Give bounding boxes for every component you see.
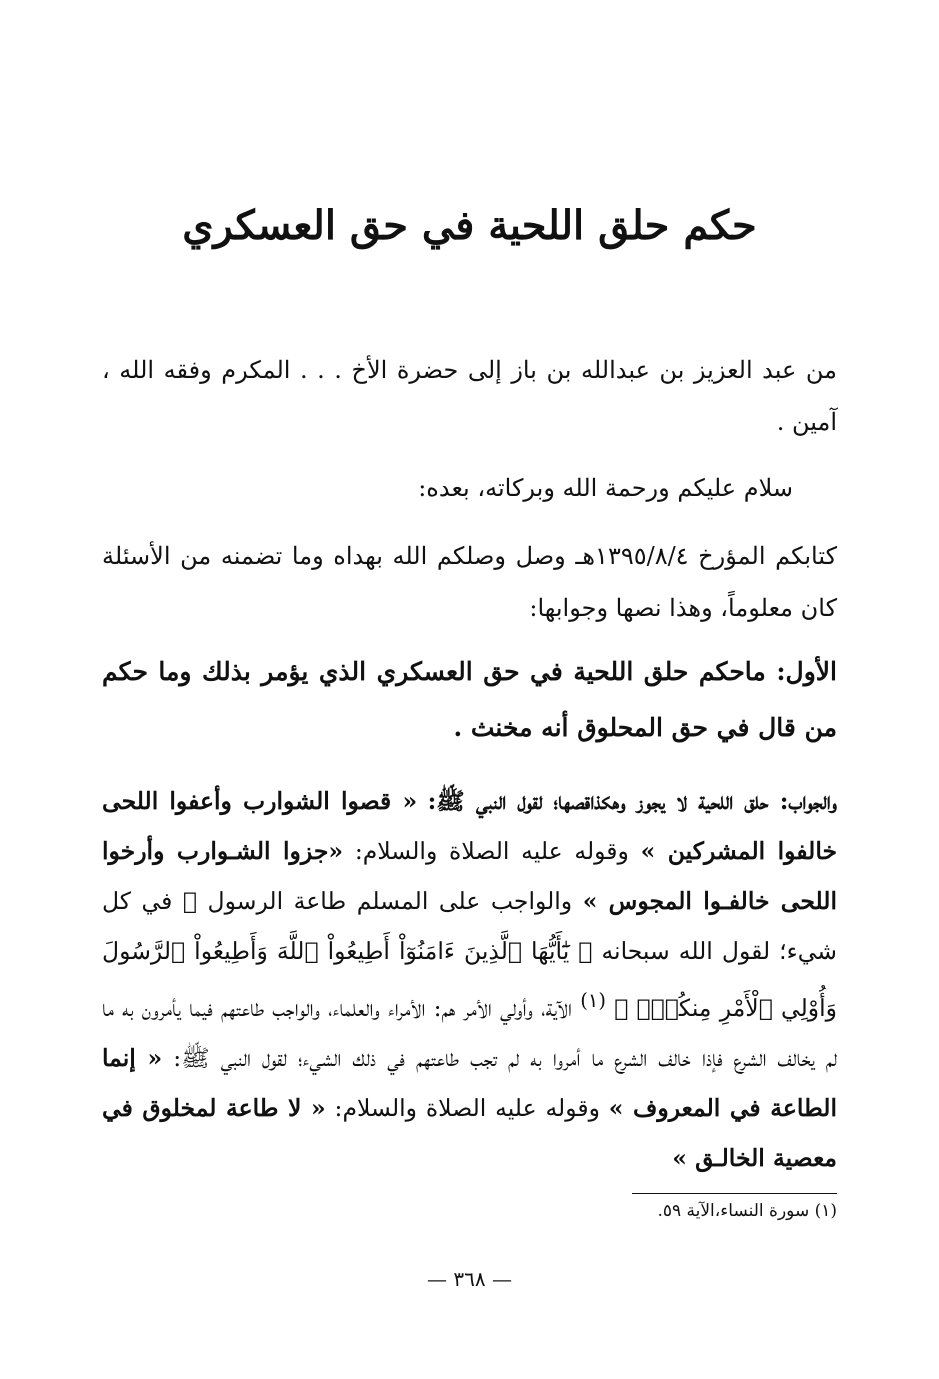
answer-text-3: والواجب على المسلم طاعة الرسول ﷺ في كل شيء؛ لقول الله سبحانه: [102, 887, 837, 965]
page-title: حكم حلق اللحية في حق العسكري: [182, 202, 757, 249]
hadith-quote-2: «جزوا الشـوارب وأرخوا اللحى خالفـوا المجوس »: [102, 837, 837, 915]
hadith-quote-4: « لا طاعة لمخلوق في معصية الخالـق »: [102, 1093, 837, 1172]
letter-paragraph: كتابكم المؤرخ ١٣٩٥/٨/٤هـ وصل وصلكم الله بهداه وما تضمنه من الأسئلة كان معلوماً، وهذا نصها وجوابها:: [102, 542, 837, 622]
footnote: (١) سورة النساء،الآية ٥٩.: [657, 1201, 837, 1221]
answer-paragraph: [102, 776, 837, 1183]
hadith-quote-3: « إنما الطاعة في المعروف »: [102, 1043, 837, 1122]
answer-text-5: وقوله عليه الصلاة والسلام:: [334, 1093, 600, 1122]
greeting-paragraph: سلام عليكم ورحمة الله وبركاته، بعده:: [418, 474, 793, 502]
footnote-divider: [632, 1193, 837, 1194]
footnote-ref: (١): [580, 989, 606, 1012]
answer-text-2: وقوله عليه الصلاة والسلام:: [354, 837, 629, 865]
page-number: — ٣٦٨ —: [427, 1267, 512, 1291]
question-paragraph: الأول: ماحكم حلق اللحية في حق العسكري الذي يؤمر بذلك وما حكم من قال في حق المحلوق أنه مخنث .: [102, 657, 837, 742]
intro-paragraph: من عبد العزيز بن عبدالله بن باز إلى حضرة الأخ . . . المكرم وفقه الله ، آمين .: [102, 356, 837, 436]
answer-text-1: والجواب: حلق اللحية لا يجوز وهكذاقصها؛ لقول النبي ﷺ:: [427, 787, 837, 815]
quran-verse: ﴿ يَٰٓأَيُّهَا ٱلَّذِينَ ءَامَنُوٓاْ أَطِيعُواْ ٱللَّهَ وَأَطِيعُواْ ٱلرَّسُولَ وَأُوْلِي ٱلْأَمْرِ مِنكُمْۖ ﴾: [102, 937, 837, 1022]
hadith-quote-1: « قصوا الشوارب وأعفوا اللحى خالفوا المشركين »: [102, 787, 837, 865]
answer-text-4: الآية، وأولي الأمر هم: الأمراء والعلماء، والواجب طاعتهم فيما يأمرون به ما لم يخالف الشرع فإذا خالف الشرع ما أمروا به لم تجب طاعتهم في ذلك الشيء؛ لقول النبي ﷺ:: [102, 993, 837, 1072]
